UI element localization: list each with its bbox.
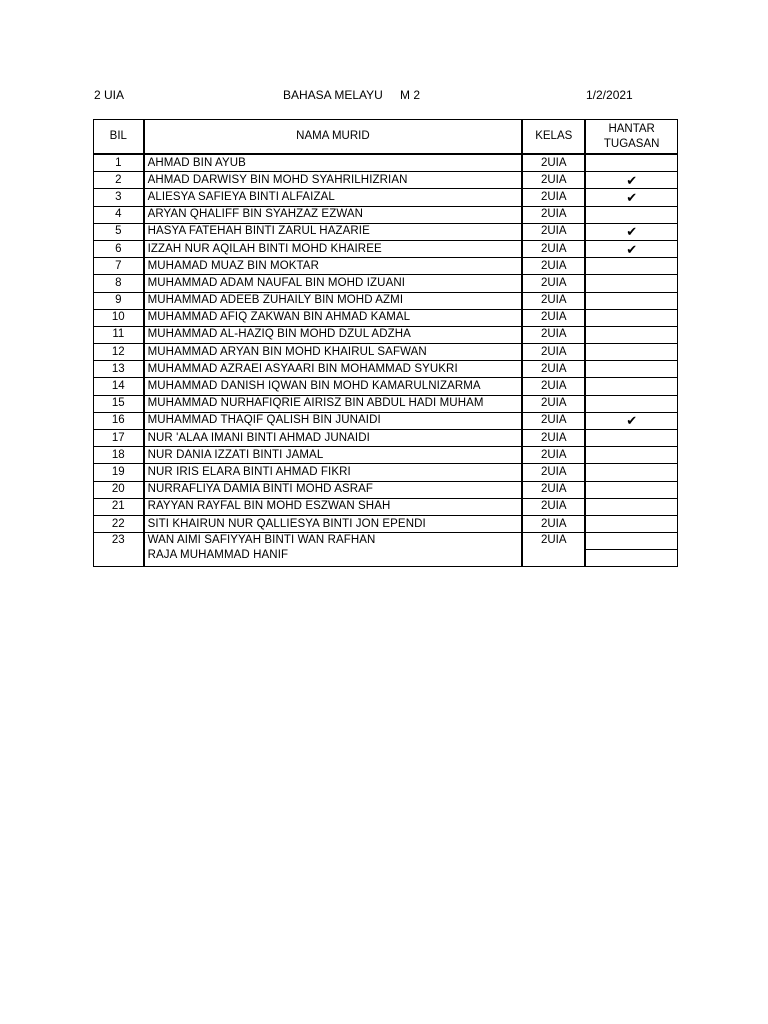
row-bil: 17 bbox=[94, 430, 144, 447]
row-hantar bbox=[585, 395, 677, 412]
row-bil: 9 bbox=[94, 292, 144, 309]
row-bil: 13 bbox=[94, 361, 144, 378]
row-kelas: 2UIA bbox=[522, 430, 585, 447]
row-kelas: 2UIA bbox=[522, 223, 585, 240]
row-kelas: 2UIA bbox=[522, 515, 585, 532]
class-label: 2 UIA bbox=[94, 88, 125, 102]
table-row bbox=[94, 481, 678, 498]
row-bil: 4 bbox=[94, 206, 144, 223]
row-hantar bbox=[585, 430, 677, 447]
table-row bbox=[94, 154, 678, 172]
row-bil: 8 bbox=[94, 275, 144, 292]
header-hantar bbox=[585, 120, 677, 155]
row-name: MUHAMMAD ARYAN BIN MOHD KHAIRUL SAFWAN bbox=[144, 344, 523, 361]
row-kelas: 2UIA bbox=[522, 378, 585, 395]
row-hantar bbox=[585, 292, 677, 309]
row-name: MUHAMMAD NURHAFIQRIE AIRISZ BIN ABDUL HADI MUHAM bbox=[144, 395, 523, 412]
row-bil: 23 bbox=[94, 533, 144, 567]
table-row bbox=[94, 206, 678, 223]
row-name: AHMAD DARWISY BIN MOHD SYAHRILHIZRIAN bbox=[144, 172, 523, 189]
row-bil: 18 bbox=[94, 447, 144, 464]
row-hantar bbox=[585, 447, 677, 464]
row-bil: 6 bbox=[94, 240, 144, 257]
section-label: M 2 bbox=[400, 88, 421, 102]
row-kelas: 2UIA bbox=[522, 326, 585, 343]
row-hantar bbox=[585, 361, 677, 378]
row-hantar bbox=[585, 154, 677, 172]
table-row bbox=[94, 326, 678, 343]
row-name: NUR DANIA IZZATI BINTI JAMAL bbox=[144, 447, 523, 464]
row-name: SITI KHAIRUN NUR QALLIESYA BINTI JON EPENDI bbox=[144, 515, 523, 532]
table-row bbox=[94, 498, 678, 515]
row-bil: 14 bbox=[94, 378, 144, 395]
row-bil: 22 bbox=[94, 515, 144, 532]
row-bil: 3 bbox=[94, 189, 144, 206]
row-hantar bbox=[585, 481, 677, 498]
row-kelas: 2UIA bbox=[522, 206, 585, 223]
row-kelas: 2UIA bbox=[522, 275, 585, 292]
row-bil: 19 bbox=[94, 464, 144, 481]
row-name: NUR 'ALAA IMANI BINTI AHMAD JUNAIDI bbox=[144, 430, 523, 447]
row-hantar-top bbox=[586, 533, 677, 550]
table-row bbox=[94, 447, 678, 464]
row-hantar bbox=[585, 464, 677, 481]
row-kelas: 2UIA bbox=[522, 344, 585, 361]
table-row bbox=[94, 172, 678, 189]
row-name: NUR IRIS ELARA BINTI AHMAD FIKRI bbox=[144, 464, 523, 481]
row-hantar bbox=[585, 206, 677, 223]
row-name: MUHAMMAD ADEEB ZUHAILY BIN MOHD AZMI bbox=[144, 292, 523, 309]
row-hantar bbox=[585, 498, 677, 515]
row-kelas: 2UIA bbox=[522, 395, 585, 412]
row-kelas: 2UIA bbox=[522, 481, 585, 498]
row-bil: 11 bbox=[94, 326, 144, 343]
student-table bbox=[93, 119, 678, 567]
row-bil: 12 bbox=[94, 344, 144, 361]
row-bil: 1 bbox=[94, 154, 144, 172]
row-bil: 16 bbox=[94, 412, 144, 429]
row-hantar bbox=[585, 309, 677, 326]
row-bil: 7 bbox=[94, 258, 144, 275]
row-hantar bbox=[585, 533, 677, 567]
check-icon: ✔ bbox=[585, 189, 677, 206]
header-hantar-line1: HANTAR bbox=[608, 122, 655, 135]
row-hantar bbox=[585, 344, 677, 361]
table-row bbox=[94, 309, 678, 326]
row-bil: 21 bbox=[94, 498, 144, 515]
row-kelas: 2UIA bbox=[522, 498, 585, 515]
table-header-row bbox=[94, 120, 678, 155]
table-row bbox=[94, 223, 678, 240]
date-label: 1/2/2021 bbox=[586, 88, 633, 102]
row-name: ARYAN QHALIFF BIN SYAHZAZ EZWAN bbox=[144, 206, 523, 223]
row-bil: 5 bbox=[94, 223, 144, 240]
subject-label: BAHASA MELAYU bbox=[283, 88, 383, 102]
row-name: MUHAMMAD AZRAEI ASYAARI BIN MOHAMMAD SYUKRI bbox=[144, 361, 523, 378]
row-kelas: 2UIA bbox=[522, 258, 585, 275]
row-name: RAYYAN RAYFAL BIN MOHD ESZWAN SHAH bbox=[144, 498, 523, 515]
check-icon: ✔ bbox=[585, 223, 677, 240]
table-row bbox=[94, 430, 678, 447]
table-row bbox=[94, 258, 678, 275]
header-kelas: KELAS bbox=[522, 120, 585, 155]
row-hantar bbox=[585, 378, 677, 395]
table-row bbox=[94, 361, 678, 378]
table-row bbox=[94, 412, 678, 429]
row-bil: 2 bbox=[94, 172, 144, 189]
row-hantar bbox=[585, 515, 677, 532]
row-name: NURRAFLIYA DAMIA BINTI MOHD ASRAF bbox=[144, 481, 523, 498]
table-row bbox=[94, 395, 678, 412]
row-kelas: 2UIA bbox=[522, 172, 585, 189]
row-kelas: 2UIA bbox=[522, 464, 585, 481]
check-icon: ✔ bbox=[585, 240, 677, 257]
row-name: IZZAH NUR AQILAH BINTI MOHD KHAIREE bbox=[144, 240, 523, 257]
row-kelas: 2UIA bbox=[522, 412, 585, 429]
row-hantar bbox=[585, 326, 677, 343]
row-kelas: 2UIA bbox=[522, 533, 585, 567]
header-bil: BIL bbox=[94, 120, 144, 155]
row-name: MUHAMMAD THAQIF QALISH BIN JUNAIDI bbox=[144, 412, 523, 429]
row-name: AHMAD BIN AYUB bbox=[144, 154, 523, 172]
row-name: MUHAMAD MUAZ BIN MOKTAR bbox=[144, 258, 523, 275]
row-kelas: 2UIA bbox=[522, 292, 585, 309]
row-kelas: 2UIA bbox=[522, 240, 585, 257]
table-row bbox=[94, 275, 678, 292]
row-name: MUHAMMAD DANISH IQWAN BIN MOHD KAMARULNIZARMA bbox=[144, 378, 523, 395]
row-kelas: 2UIA bbox=[522, 189, 585, 206]
table-row bbox=[94, 378, 678, 395]
row-name: HASYA FATEHAH BINTI ZARUL HAZARIE bbox=[144, 223, 523, 240]
table-row bbox=[94, 464, 678, 481]
table-body bbox=[94, 154, 678, 533]
row-kelas: 2UIA bbox=[522, 309, 585, 326]
table-row bbox=[94, 533, 678, 567]
header-name: NAMA MURID bbox=[144, 120, 523, 155]
table-row bbox=[94, 515, 678, 532]
header-hantar-line2: TUGASAN bbox=[603, 137, 660, 150]
row-bil: 10 bbox=[94, 309, 144, 326]
table-body-last bbox=[94, 533, 678, 567]
table-row bbox=[94, 189, 678, 206]
table-row bbox=[94, 240, 678, 257]
row-hantar bbox=[585, 275, 677, 292]
row-name-line2: RAJA MUHAMMAD HANIF bbox=[147, 549, 289, 562]
row-name: ALIESYA SAFIEYA BINTI ALFAIZAL bbox=[144, 189, 523, 206]
table-row bbox=[94, 344, 678, 361]
check-icon: ✔ bbox=[585, 172, 677, 189]
row-bil: 15 bbox=[94, 395, 144, 412]
row-hantar bbox=[585, 258, 677, 275]
row-bil: 20 bbox=[94, 481, 144, 498]
row-kelas: 2UIA bbox=[522, 154, 585, 172]
table-row bbox=[94, 292, 678, 309]
row-name: MUHAMMAD ADAM NAUFAL BIN MOHD IZUANI bbox=[144, 275, 523, 292]
check-icon: ✔ bbox=[585, 412, 677, 429]
row-kelas: 2UIA bbox=[522, 447, 585, 464]
row-name: MUHAMMAD AFIQ ZAKWAN BIN AHMAD KAMAL bbox=[144, 309, 523, 326]
row-name bbox=[144, 533, 523, 567]
row-name-line1: WAN AIMI SAFIYYAH BINTI WAN RAFHAN bbox=[147, 534, 376, 547]
row-kelas: 2UIA bbox=[522, 361, 585, 378]
row-name: MUHAMMAD AL-HAZIQ BIN MOHD DZUL ADZHA bbox=[144, 326, 523, 343]
